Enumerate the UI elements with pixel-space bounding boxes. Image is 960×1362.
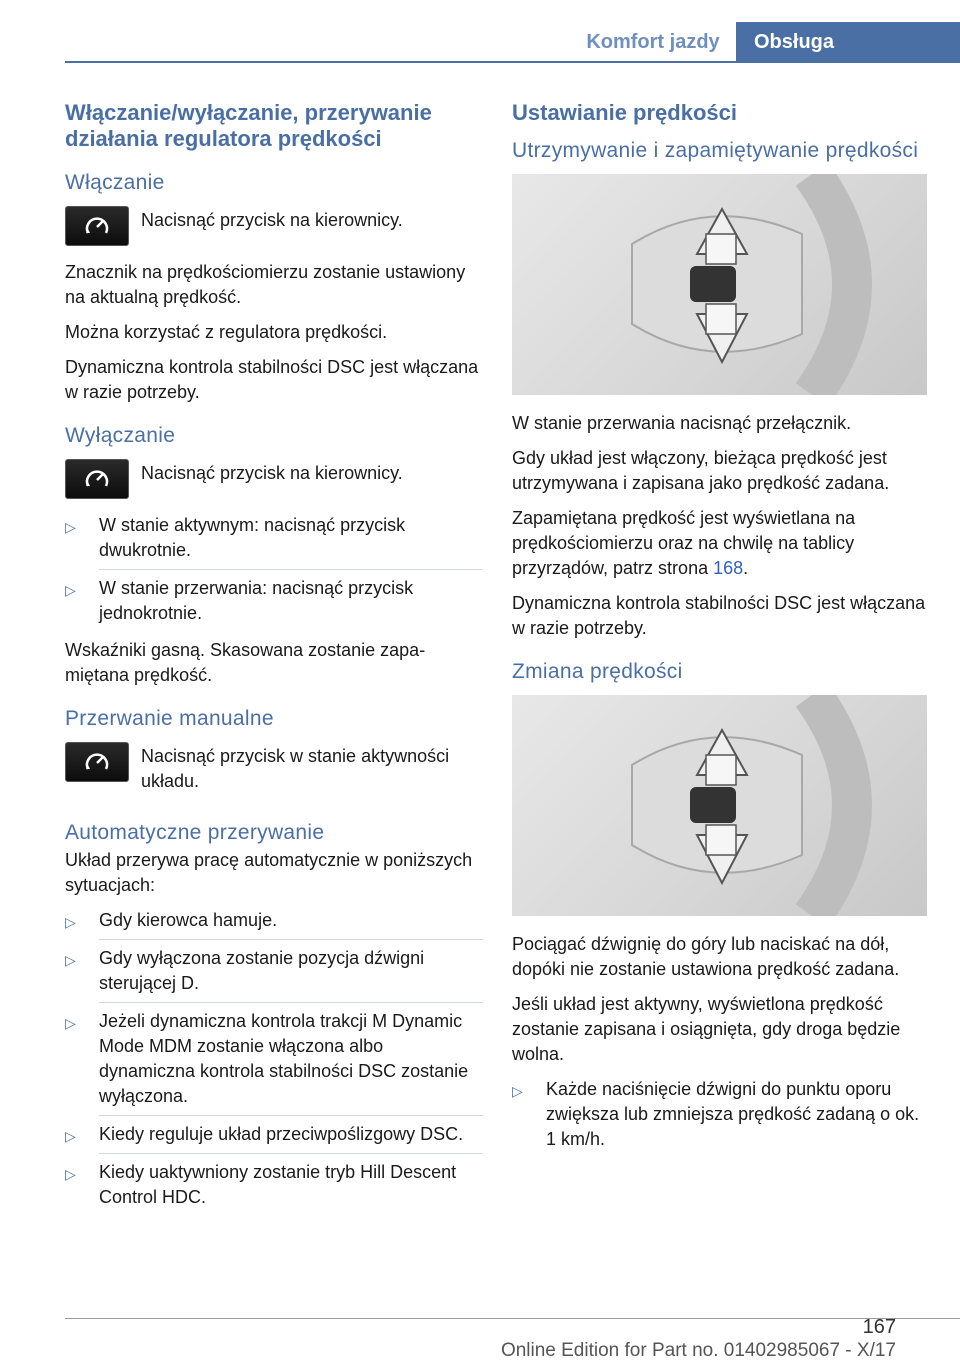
triangle-bullet-icon: ▷ <box>65 519 76 535</box>
steering-wheel-lever-illustration <box>512 174 927 395</box>
list-item: ▷ W stanie aktywnym: nacisnąć przycisk dwukrotnie. <box>65 513 483 570</box>
triangle-bullet-icon: ▷ <box>65 1128 76 1144</box>
list-item: ▷ Gdy wyłączona zostanie pozycja dźwigni sterującej D. <box>65 946 483 1003</box>
list-automatic <box>65 908 483 1216</box>
edition-label: Online Edition for Part no. 01402985067 - X/17 <box>500 1340 896 1361</box>
button-instruction: Nacisnąć przycisk na kierownicy. <box>141 463 403 483</box>
triangle-bullet-icon: ▷ <box>65 1166 76 1182</box>
footer-rule <box>65 1318 960 1319</box>
header-rule <box>65 61 960 63</box>
button-row-off <box>65 459 483 499</box>
paragraph: Dynamiczna kontrola stabilności DSC jest włączana w razie potrzeby. <box>512 593 926 638</box>
header-tab-komfort[interactable]: Komfort jazdy <box>586 31 720 53</box>
button-row-on <box>65 206 483 246</box>
paragraph: Można korzystać z regulatora prędkości. <box>65 322 388 342</box>
paragraph: Zapamiętana prędkość jest wyświetlana na prędkościomierzu oraz na chwilę na tablicy przyrządów, patrz strona 168. <box>512 508 856 578</box>
button-row-manual <box>65 742 483 794</box>
list-off <box>65 513 483 632</box>
list-item: ▷ W stanie przerwania: nacisnąć przycisk jednokrotnie. <box>65 578 414 623</box>
paragraph: Układ przerywa pracę automatycznie w poniższych sytuacjach: <box>65 850 473 895</box>
heading-wlaczanie: Włączanie <box>65 171 165 194</box>
heading-hold-speed: Utrzymywanie i zapamiętywanie prędkości <box>512 139 919 162</box>
list-change-speed <box>512 1077 930 1158</box>
paragraph: Gdy układ jest włączony, bieżąca prędkość jest utrzymywana i zapisana jako prędkość zadana. <box>512 448 890 493</box>
paragraph: Znacznik na prędkościomierzu zostanie ustawiony na aktualną prędkość. <box>65 262 466 307</box>
left-column <box>65 100 483 1222</box>
paragraph: W stanie przerwania nacisnąć przełącznik. <box>512 413 852 433</box>
cruise-control-button-icon <box>65 742 129 782</box>
triangle-bullet-icon: ▷ <box>65 1015 76 1031</box>
button-instruction: Nacisnąć przycisk w stanie aktywności układu. <box>141 746 450 791</box>
steering-wheel-lever-illustration <box>512 695 927 916</box>
triangle-bullet-icon: ▷ <box>512 1083 523 1099</box>
heading-wylaczanie: Wyłączanie <box>65 424 176 447</box>
page-reference-link[interactable]: 168 <box>713 558 744 578</box>
paragraph: Wskaźniki gasną. Skasowana zostanie zapamiętana prędkość. <box>65 640 426 685</box>
right-column <box>512 100 930 1164</box>
section-title-set-speed: Ustawianie prędkości <box>512 100 737 125</box>
heading-automatic: Automatyczne przerywanie <box>65 821 325 844</box>
heading-change-speed: Zmiana prędkości <box>512 660 683 683</box>
page-number: 167 <box>862 1316 896 1338</box>
paragraph: Dynamiczna kontrola stabilności DSC jest włączana w razie potrzeby. <box>65 357 479 402</box>
paragraph: Pociągać dźwignię do góry lub naciskać na dół, dopóki nie zostanie ustawiona prędkość zadana. <box>512 934 900 979</box>
paragraph: Jeśli układ jest aktywny, wyświetlona prędkość zostanie zapisana i osiągnięta, gdy droga będzie wolna. <box>512 994 901 1064</box>
list-item: ▷ Gdy kierowca hamuje. <box>65 908 483 940</box>
header-tab-obsluga[interactable]: Obsługa <box>736 22 960 62</box>
button-instruction: Nacisnąć przycisk na kierownicy. <box>141 210 403 230</box>
cruise-control-button-icon <box>65 206 129 246</box>
triangle-bullet-icon: ▷ <box>65 952 76 968</box>
triangle-bullet-icon: ▷ <box>65 582 76 598</box>
triangle-bullet-icon: ▷ <box>65 914 76 930</box>
list-item: ▷ Każde naciśnięcie dźwigni do punktu oporu zwiększa lub zmniejsza prędkość zadaną o ok. 1 km/h. <box>512 1079 920 1149</box>
list-item: ▷ Kiedy reguluje układ przeciwpoślizgowy DSC. <box>65 1122 483 1154</box>
list-item: ▷ Kiedy uaktywniony zostanie tryb Hill Descent Control HDC. <box>65 1162 457 1207</box>
cruise-control-button-icon <box>65 459 129 499</box>
section-title-toggle: Włączanie/wyłączanie, przerywanie działania regulatora prędkości <box>65 100 432 151</box>
heading-manual: Przerwanie manualne <box>65 707 274 730</box>
list-item: ▷ Jeżeli dynamiczna kontrola trakcji M Dynamic Mode MDM zostanie włączona albo dynamiczna kontrola stabilności DSC zostanie wyłączona. <box>65 1009 483 1116</box>
